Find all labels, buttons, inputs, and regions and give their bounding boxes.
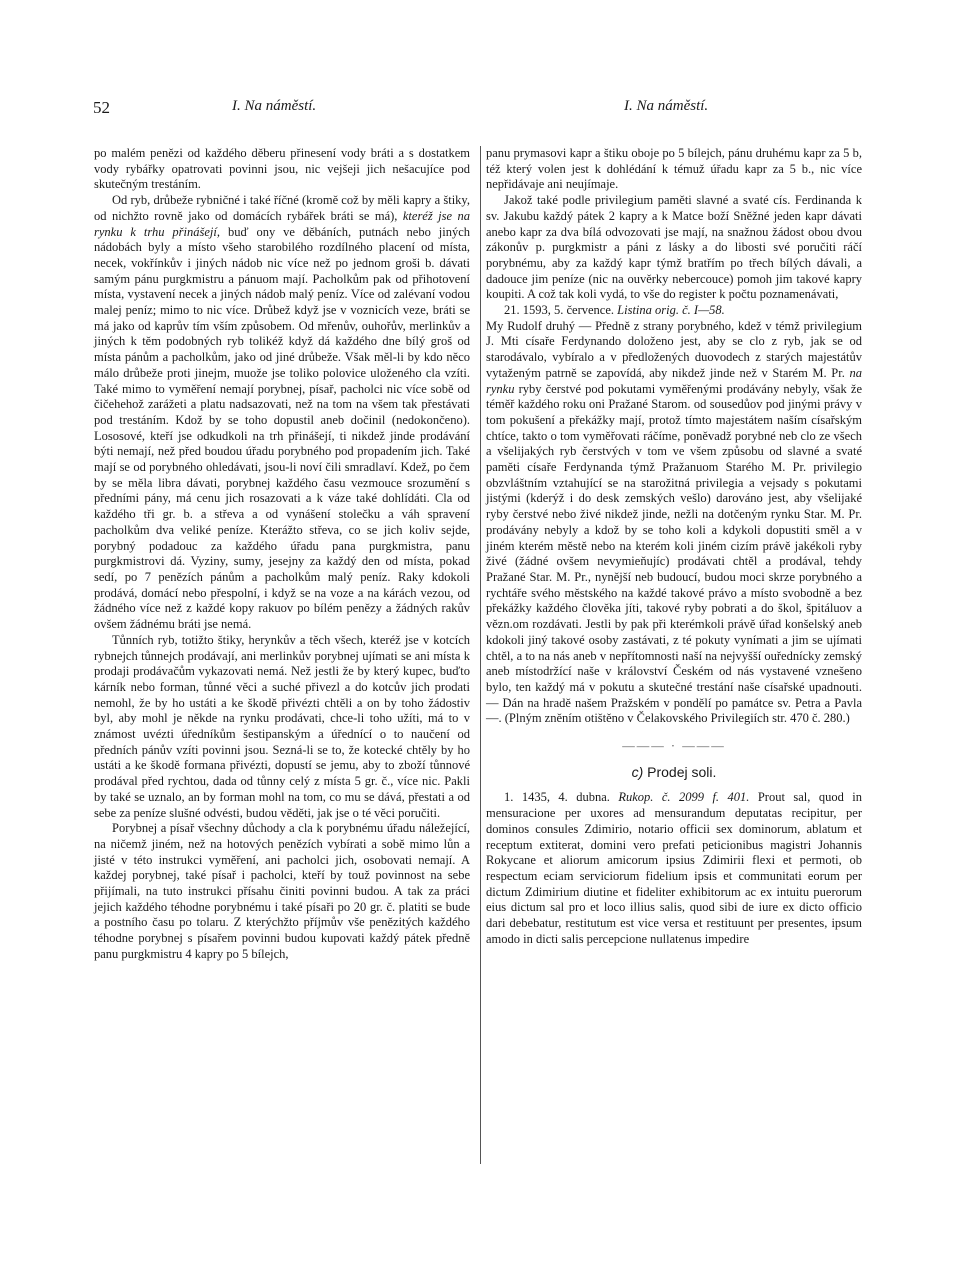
paragraph bbox=[486, 790, 862, 947]
text-run: ryby čerstvé pod pokutami vyměřenými prodávány nebyly, však že téměř každého roku oni Pražané Starom. od sousedůov pod jinými právy v tom pokušení a překážky mají, protož tímto majestátem naším císařským chtíce, takto o tom vyměřovati ráčíme, poněvadž porybné neb clo ze všech a všelijakých ryb čerstvých v tom ve všem způsobu od slavné a svaté paměti císaře Ferdynanda týmž Pražanuom Starého M. Pr. privilegio obzvláštním vztahující se na starožitná privilegia a vejsady s pokutami jistými (kderýž i do desk zemských vešlo) darováno jest, aby všelijaké ryby čerstvé nebo živé nikdež jinde, nežli na dotčeným rynku Star. M. Pr. prodávány nebyly a kdož by se toho koli a kdykoli dopustiti směl a v jiném kterém městě nebo na kterém koli jiném cizím právě jakékoli ryby živé (žádné ovšem nevymieňujíc) prodávati chtěl a prodával, tehdy Pražané Star. M. Pr., nynější neb budoucí, budou moci skrze porybného a rychtáře svého městského na každé takové právo a místo svobodně a bez překážky každého člověka jíti, takové ryby pobrati a do škol, špitáluov a vězn.om rozdávati. Jestli by pak při kterémkoli právě úřad konšelský aneb kdokoli jiný takové osoby zastávati, z té pokuty vynímati a jim se ujímati chtěl, a to na nás aneb v nepřítomnosti naší na nejvyšší ouřednícky zemský aneb místodržící naše v království Českém od nás vystavené vznešeno bylo, ten každý má v pokutu a skutečné trestání naše císařské upadnouti. — Dán na hradě našem Pražském v pondělí po památce sv. Petra a Pavla —. (Plným zněním otištěno v Čelakovského Privilegiích str. 470 č. 280.) bbox=[486, 381, 862, 726]
paragraph bbox=[94, 193, 470, 633]
paragraph: Jakož také podle privilegium paměti slavné a svaté cís. Ferdinanda k sv. Jakubu každý pátek 2 kapry a k Matce boží Sněžné jeden kapr dávati anebo kapr za dva bílá odvozovati jse mají, na snažnou žádost obou dvou zákonův p. purgkmistr a páni z lásky a do libosti své poručiti ráčí porybnému, aby za každý kapr týmž bratřím po třech bílých dávali, a dadouce jim peníze (nic na ouvěrky nebercouce) pomoh jim takové kapry koupiti. A což tak koli vydá, to vše do register k počtu poznamenávati, bbox=[486, 193, 862, 302]
section-title bbox=[486, 765, 862, 781]
left-column bbox=[94, 146, 470, 963]
right-column bbox=[486, 146, 862, 947]
entry-source: Rukop. č. 2099 f. 401. bbox=[618, 790, 750, 805]
text-run: buď ony ve děbáních, putnách nebo jiných nádobách byly a místo všeho starobilého rozdílného placení od místa, necek, vokřínkův i jiných nádob nic více než po jednom groši b. dávati samým pánu purgkmistru a pánuom mají. Pacholkům pak od přihotovení místa, vystavení necek a jiných nádob malý peníz. Více od zalévaní vodou malej peníz; mimo to nic více. Drůbež když jse v voznicích veze, bráti se má jako od kaprův tím vším způsobem. Od mřenův, ouhořův, merlinkův a jiných k těm podobných ryb tolikéž když dá každého dne bílý groš od místa pánům a pacholkům, jako od jiné drůbeže. Však měl-li by kdo něco málo drůbeže proti jinejm, muože jse toliko polovice uloženého cla vzíti. Také mimo to vyměření nemají porybnej, písař, pacholci nic více sobě od čičehehož zarážeti a platu nadsazovati, než na tom na všem tak přestávati pod trestáním. Kdož by se toho dopustil aneb dočinil (nedokončeno). Lososové, kteří jse odkudkoli na trh přinášejí, ti nikdež jinde prodávání býti nemají, než před boudou úřadu porybného pod propadením jich. Také mají se od porybného ohledávati, jsou-li noví čili smradlaví. Kdež, po čem by se měla libra dávati, porybnej každého času vezmouce srozumění s předními pány, má cenu jich rosazovati a k váze také dohlídáti. Cla od každého tři gr. b. a střeva a od vynášení stolečku a váh spravení pacholkům dva veliké peníze. Kterážto střeva, co se jich koliv sejde, porybný podadouc za každého úřadu pana purgkmistra, panu purgkmistrovi dá. Vyziny, sumy, jesejny za každý den od místa, pokad sedí, po 7 penězích pánům a pacholkům malý peníz. Raky kdokoli prodává, domácí nebo přespolní, i když se na voze a na kárách vezou, od žádného více než z každé kopy rakuov po bílém penězy a žádných rakův ovšem žádnému bráti jse nemá. bbox=[94, 224, 471, 632]
entry-date: 1. 1435, 4. dubna. bbox=[504, 790, 610, 805]
paragraph: po malém penězi od každého děberu přinesení vody bráti a s dostatkem vody rybářky opatrovati povinni jsou, nic vejšeji jich nešacujíce pod skutečným trestáním. bbox=[94, 146, 470, 192]
paragraph bbox=[486, 319, 862, 727]
section-letter: c) bbox=[631, 763, 644, 780]
running-title-left: I. Na náměstí. bbox=[232, 98, 317, 114]
section-title-text: Prodej soli. bbox=[647, 763, 717, 780]
section-separator: ——— · ——— bbox=[622, 739, 726, 754]
emphasis: na rynku bbox=[486, 365, 862, 396]
text-run: Prout sal, quod in mensuracione per uxores ad mensurandum deputatas recipitur, per dominos consules Zdimirio, notario officii sex dominorum, ablatum et receptum extiterat, domini vero prefati peticionibus magistri Johannis Rokycane et aliorum amicorum ipsius Zdimirii flexi et permoti, ob respectum eciam serviciorum fidelium ipsis et communitati eorum per dictum Zdimirium diutine et fideliter exhibitorum ac ex intuitu puerorum eius dictum sal pro et loco illius salis, quod sibi de iure ex dicto officio dari debebatur, restitutum est vice versa et restituunt per presentes, ipsum amodo in dicti salis percepcione nullatenus impedire bbox=[486, 790, 862, 946]
column-divider bbox=[480, 146, 481, 1164]
entry-source: Listina orig. č. I—58. bbox=[617, 303, 725, 318]
paragraph: Porybnej a písař všechny důchody a cla k porybnému úřadu náležející, na ničemž jiném, než na hotových penězích vybírati a sobě mimo lůn a jisté v této instrukci vyměření, ani pacholci jich, osobovati nemají. A každej porybnej, také písař i pacholci, kteří by touž povinnost na sebe přijímali, na tuto instrukci přísahu činiti povinni budou. A tak za práci jejich každého téhodne porybnému i také písaři po 20 gr. č. platiti se bude a postního času po tolaru. Z kterýchžto příjmův vše penězitých každého téhodne porybnej s písařem povinni budou kupovati každý pátek předně panu purgkmistru 4 kapry po 5 bílejch, bbox=[94, 821, 470, 961]
running-title-right: I. Na náměstí. bbox=[624, 98, 709, 114]
text-run: My Rudolf druhý — Předně z strany porybného, kdež v témž privilegium J. Mti císaře Ferdynando doloženo jest, aby se clo z ryb, jak se od starodávalo, vybíralo a v předložených duovodech z starých majestátův vytaženým patrně se zapovídá, aby nikdež jinde než v Starém M. Pr. bbox=[486, 318, 862, 380]
text-run: Od ryb, drůbeže rybničné i také říčné (kromě což by měli kapry a štiky, od nichžto rovně jako od domácích rybářek bráti se má), bbox=[94, 193, 470, 223]
document-entry bbox=[486, 303, 862, 319]
page-number: 52 bbox=[93, 98, 110, 117]
entry-date: 21. 1593, 5. července. bbox=[504, 303, 615, 318]
paragraph: panu prymasovi kapr a štiku oboje po 5 bílejch, pánu druhému kapr za 5 b, též který volen jest k dohlédání k témuž úřadu kapr za 5 b., nic více nepřidávaje ani neujímaje. bbox=[486, 146, 862, 192]
emphasis: kteréž jse na rynku k trhu přinášejí, bbox=[94, 208, 470, 239]
paragraph: Tůnních ryb, totižto štiky, herynkův a těch všech, kteréž jse v kotcích rybnejch tůnnejch prodávají, ani merlinkův porybnej ujímati se ani místa k prodaji prodávačům vykazovati nemá. Než jestli že by který kupec, buďto kárník nebo forman, tůnné věci a suché přivezl a do kotcův jich prodati nemohl, že by ho ustáti a ke škodě přivézti chtěli a on by toho žádostiv byl, aby mohl je někde na rynku prodávati, chce-li toho užíti, má to v známost uvézti úředníkům šestipanským a úřednící o to naučení od předních pánův vzíti povinni jsou. Sezná-li se to, že kotecké chtěly by ho ustáti a ke škodě formana přivézti, dopustí se jemu, aby to zboží tůnnové prodával před rychtou, dada od tůnny celý z místa 5 gr. č., více nic. Pakli by také se uznalo, an by forman mohl na tom, co mu se dává, přestati a od sebe za peníze slušné odvésti, budou věděti, jak jse o té věci poručiti. bbox=[94, 632, 470, 820]
